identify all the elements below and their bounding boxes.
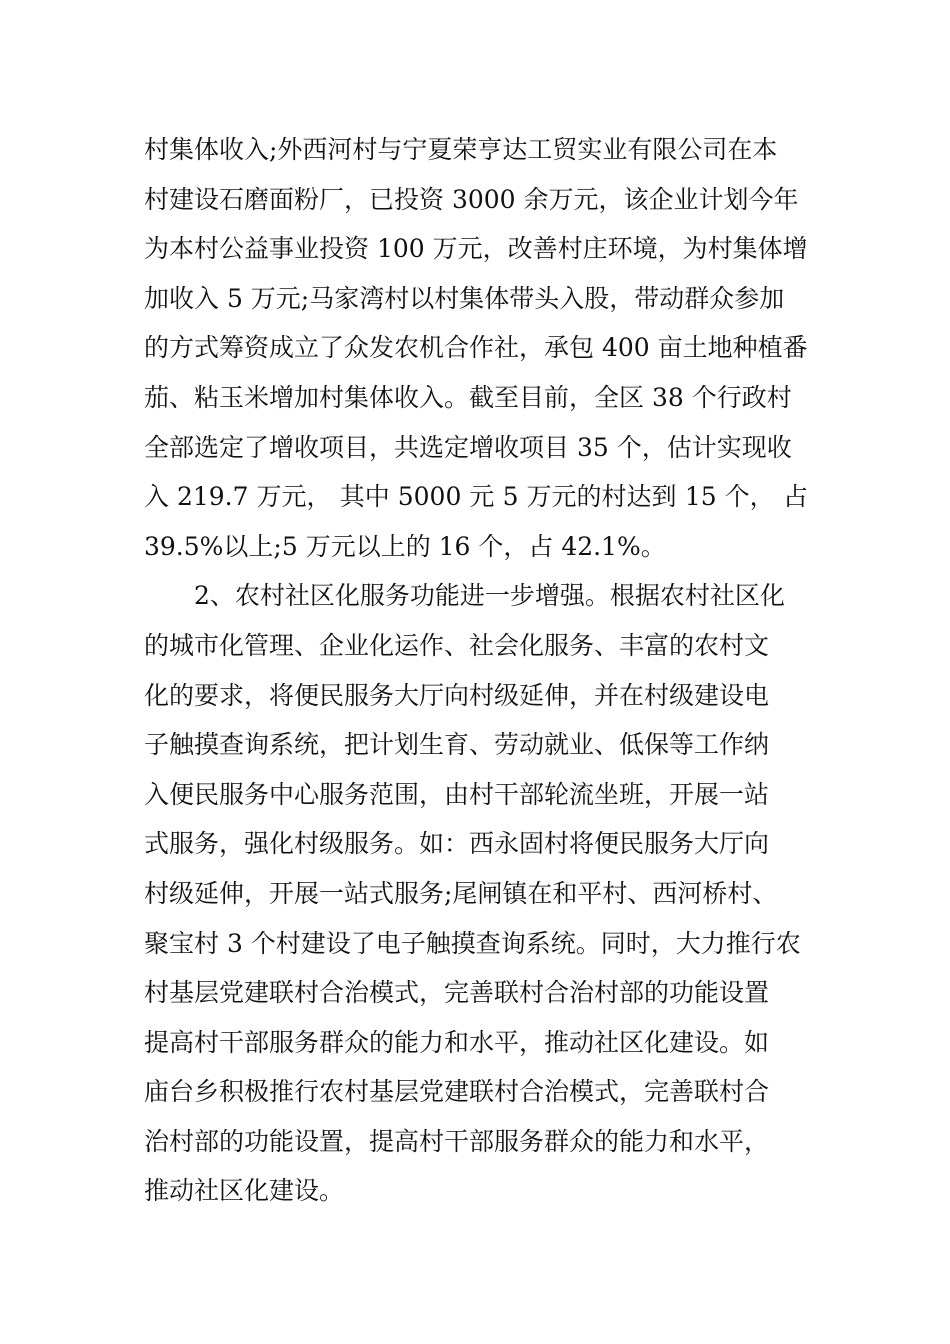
document-body xyxy=(144,125,814,1216)
paragraph-2-line-10: 提高村干部服务群众的能力和水平，推动社区化建设。如 xyxy=(144,1027,770,1057)
paragraph-1-line-8 xyxy=(144,472,808,522)
paragraph-2-line-9: 村基层党建联村合治模式，完善联村合治村部的功能设置 xyxy=(144,978,770,1008)
paragraph-2-line-2: 的城市化管理、企业化运作、社会化服务、丰富的农村文 xyxy=(144,630,770,660)
paragraph-2-line-3: 化的要求，将便民服务大厅向村级延伸，并在村级建设电 xyxy=(144,680,770,710)
paragraph-2-line-6: 式服务，强化村级服务。如：西永固村将便民服务大厅向 xyxy=(144,829,770,859)
paragraph-1-line-7: 全部选定了增收项目，共选定增收项目 35 个，估计实现收 xyxy=(144,432,792,462)
paragraph-1-line-8-part-4: 15 个， xyxy=(684,482,775,512)
paragraph-1-line-8-part-5: 占 xyxy=(782,482,808,512)
paragraph-2-line-4: 子触摸查询系统，把计划生育、劳动就业、低保等工作纳 xyxy=(144,730,770,760)
paragraph-1-line-4: 加收入 5 万元;马家湾村以村集体带头入股，带动群众参加 xyxy=(144,283,785,313)
paragraph-2-line-8: 聚宝村 3 个村建设了电子触摸查询系统。同时，大力推行农 xyxy=(144,928,801,958)
paragraph-2-line-5: 入便民服务中心服务范围，由村干部轮流坐班，开展一站 xyxy=(144,779,770,809)
paragraph-1-line-1: 村集体收入;外西河村与宁夏荣亨达工贸实业有限公司在本 xyxy=(144,135,778,164)
paragraph-1-line-8-part-2: 其中 5000 元 xyxy=(339,482,495,512)
paragraph-2-line-12: 治村部的功能设置，提高村干部服务群众的能力和水平， xyxy=(144,1126,770,1156)
paragraph-1-line-9: 39.5%以上;5 万元以上的 16 个，占 42.1%。 xyxy=(144,531,666,561)
paragraph-2-line-1: 2、农村社区化服务功能进一步增强。根据农村社区化 xyxy=(194,581,785,611)
paragraph-2-line-13: 推动社区化建设。 xyxy=(144,1176,345,1206)
paragraph-1-line-8-part-1: 入 219.7 万元， xyxy=(144,482,332,512)
paragraph-2-line-7: 村级延伸，开展一站式服务;尾闸镇在和平村、西河桥村、 xyxy=(144,878,778,908)
paragraph-1-line-8-part-3: 5 万元的村达到 xyxy=(502,482,677,512)
paragraph-2-line-11: 庙台乡积极推行农村基层党建联村合治模式，完善联村合 xyxy=(144,1077,770,1107)
paragraph-1-line-6: 茄、粘玉米增加村集体收入。截至目前，全区 38 个行政村 xyxy=(144,382,792,412)
paragraph-1-line-3: 为本村公益事业投资 100 万元，改善村庄环境，为村集体增 xyxy=(144,234,808,264)
paragraph-1-line-5: 的方式筹资成立了众发农机合作社，承包 400 亩土地种植番 xyxy=(144,333,808,363)
paragraph-1-line-2: 村建设石磨面粉厂，已投资 3000 余万元，该企业计划今年 xyxy=(144,184,799,214)
